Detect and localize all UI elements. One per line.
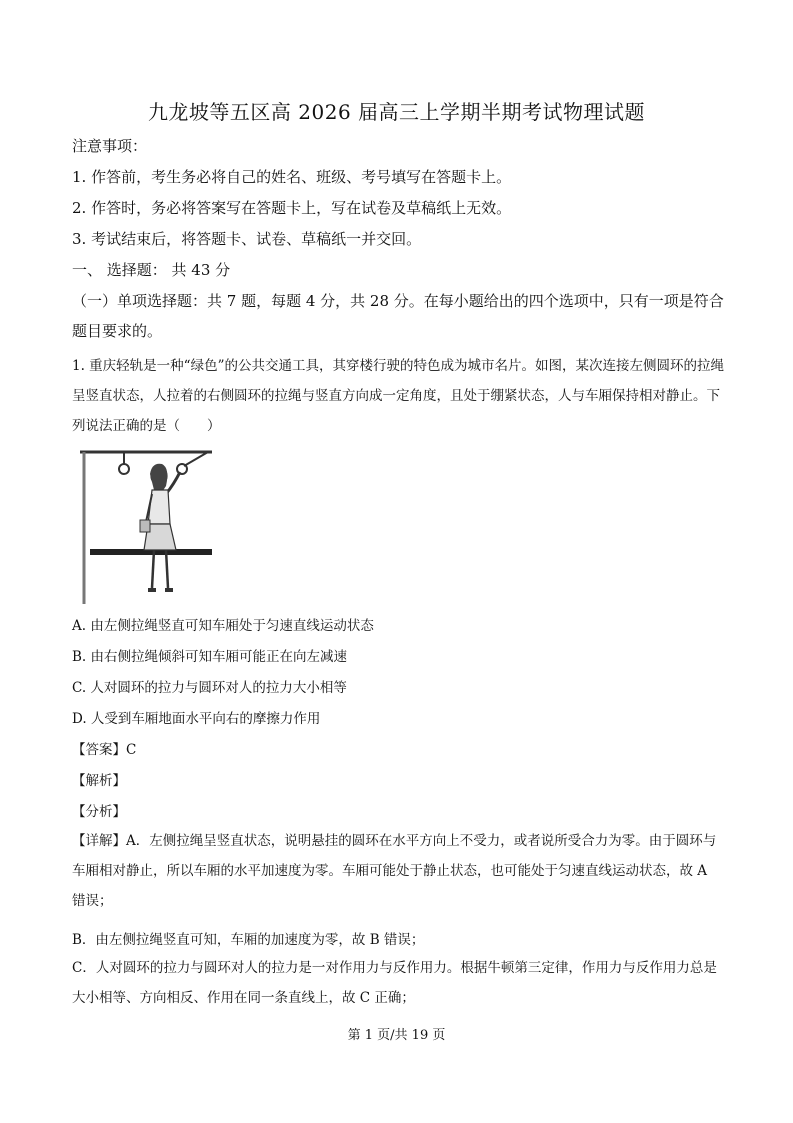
question-1-stem: 1. 重庆轻轨是一种“绿色”的公共交通工具，其穿楼行驶的特色成为城市名片。如图，某次连接左侧圆环的拉绳呈竖直状态，人拉着的右侧圆环的拉绳与竖直方向成一定角度，且处于绷紧状态，人与车厢保持相对静止。下列说法正确的是（ ） [72, 358, 724, 434]
notice-heading: 注意事项： [72, 137, 148, 155]
section-heading: 一、 选择题： 共 43 分 [72, 261, 231, 279]
notice-item-3: 3. 考试结束后，将答题卡、试卷、草稿纸一并交回。 [72, 230, 422, 248]
notice-item-1: 1. 作答前，考生务必将自己的姓名、班级、考号填写在答题卡上。 [72, 168, 512, 186]
page-title: 九龙坡等五区高 2026 届高三上学期半期考试物理试题 [147, 100, 646, 124]
question-1-option-d: D. 人受到车厢地面水平向右的摩擦力作用 [72, 711, 321, 727]
detail-b: B．由左侧拉绳竖直可知，车厢的加速度为零，故 B 错误； [72, 932, 425, 948]
commuter-figure [76, 446, 216, 606]
analysis-heading: 【解析】 [72, 773, 126, 789]
detail-a: 【详解】A．左侧拉绳呈竖直状态，说明悬挂的圆环在水平方向上不受力，或者说所受合力为零。由于圆环与车厢相对静止，所以车厢的水平加速度为零。车厢可能处于静止状态，也可能处于匀速直线运动状态，故 A 错误； [72, 833, 717, 909]
analysis-sub-heading: 【分析】 [72, 804, 126, 820]
page-footer: 第 1 页/共 19 页 [347, 1028, 446, 1043]
section-sub-heading: （一）单项选择题：共 7 题，每题 4 分，共 28 分。在每小题给出的四个选项中，只有一项是符合题目要求的。 [72, 292, 724, 340]
question-1-option-b: B. 由右侧拉绳倾斜可知车厢可能正在向左减速 [72, 649, 348, 665]
detail-c: C．人对圆环的拉力与圆环对人的拉力是一对作用力与反作用力。根据牛顿第三定律，作用力与反作用力总是大小相等、方向相反、作用在同一条直线上，故 C 正确； [72, 960, 717, 1006]
notice-item-2: 2. 作答时，务必将答案写在答题卡上，写在试卷及草稿纸上无效。 [72, 199, 512, 217]
question-1-option-a: A. 由左侧拉绳竖直可知车厢处于匀速直线运动状态 [72, 618, 374, 634]
answer-label: 【答案】C [72, 742, 137, 758]
question-1-option-c: C. 人对圆环的拉力与圆环对人的拉力大小相等 [72, 680, 347, 696]
